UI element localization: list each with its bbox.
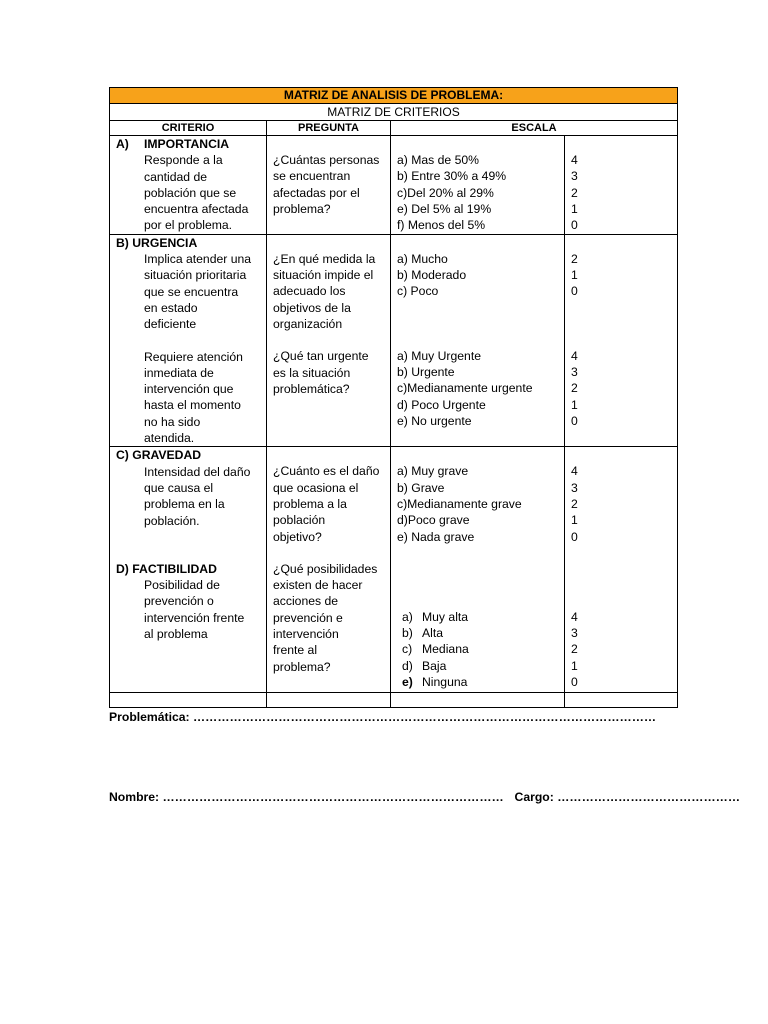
score-value: 4 [571,464,578,479]
empty-cell [565,693,678,708]
score-value: 2 [571,381,578,396]
score-value: 0 [571,218,578,233]
scale-option: e) Nada grave [397,529,475,544]
score-value: 3 [571,480,578,495]
row-importancia [110,136,678,235]
scale-option: d) Baja [402,658,447,673]
empty-cell [267,693,391,708]
row-gravedad-factibilidad [110,447,678,693]
criterio-urgencia [110,234,267,447]
score-value: 1 [571,268,578,283]
scale-option: c) Mediana [402,642,469,657]
scale-option: b) Moderado [397,268,467,283]
row-urgencia [110,234,678,447]
score-value: 0 [571,529,578,544]
table-title: MATRIZ DE ANALISIS DE PROBLEMA: [110,88,678,104]
score-value: 4 [571,348,578,363]
scale-option: e) No urgente [397,413,472,428]
score-value: 1 [571,201,578,216]
escala-list-factibilidad [397,609,558,690]
scale-option: e) Del 5% al 19% [397,201,492,216]
criterio-text-importancia: Responde a la cantidad de población que se encuentra afectada por el problema. [144,153,249,233]
section-heading-importancia: A) IMPORTANCIA [116,137,230,151]
scale-option: a) Muy Urgente [397,348,481,363]
header-escala: ESCALA [391,121,678,136]
escala-urgencia [391,234,565,447]
score-value: 4 [571,609,578,624]
score-value: 2 [571,185,578,200]
table-subtitle: MATRIZ DE CRITERIOS [110,104,678,121]
score-value: 0 [571,284,578,299]
scale-option: b) Grave [397,480,445,495]
empty-cell [391,693,565,708]
criterio-text-urgencia-2: Requiere atención inmediata de intervención que hasta el momento no ha sido atendida. [144,349,243,446]
score-value: 0 [571,413,578,428]
score-value: 3 [571,364,578,379]
puntaje-importancia [565,136,678,235]
escala-importancia [391,136,565,235]
scale-option: a) Mucho [397,251,448,266]
score-value: 2 [571,251,578,266]
pregunta-importancia: ¿Cuántas personas se encuentran afectadas por el problema? [267,136,391,235]
scale-option: b) Urgente [397,364,455,379]
score-value: 1 [571,397,578,412]
signature-line [109,790,740,804]
criterio-text-factibilidad: Posibilidad de prevención o intervención frente al problema [144,578,245,642]
score-value: 2 [571,642,578,657]
section-heading-gravedad: C) GRAVEDAD [116,448,202,463]
column-header-row [110,121,678,136]
empty-cell [110,693,267,708]
puntaje-urgencia [565,234,678,447]
escala-gravedad-factibilidad [391,447,565,693]
scale-option: b) Alta [402,626,444,641]
score-value: 3 [571,626,578,641]
scale-option: d) Poco Urgente [397,397,486,412]
score-value: 4 [571,153,578,167]
criterio-text-urgencia-1: Implica atender una situación prioritaria que se encuentra en estado deficiente [144,252,252,332]
pregunta-gravedad-factibilidad: ¿Cuánto es el daño que ocasiona el problema a la población objetivo? ¿Qué posibilidades existen de hacer acciones de prevención e intervención frente al problema? [267,447,391,693]
scale-option: c)Del 20% al 29% [397,185,494,200]
scale-option: d)Poco grave [397,513,470,528]
criterio-text-gravedad: Intensidad del daño que causa el problema en la población. [144,464,251,528]
scale-option: a) Mas de 50% [397,153,479,167]
scale-option: c) Poco [397,284,439,299]
score-value: 1 [571,513,578,528]
header-criterio: CRITERIO [110,121,267,136]
scale-option: f) Menos del 5% [397,218,486,233]
table-title-row [110,88,678,104]
empty-row [110,693,678,708]
scale-option: c)Medianamente grave [397,496,522,511]
nombre-field: Nombre: ………………………………………………………………………… [109,790,504,804]
cargo-field: Cargo: ……………………………………… [514,790,740,804]
score-value: 0 [571,675,578,690]
scale-option: e) Ninguna [402,675,468,690]
scale-option: a) Muy alta [402,609,469,624]
puntaje-gravedad-factibilidad [565,447,678,693]
table-subtitle-row [110,104,678,121]
criteria-matrix-table [109,87,678,708]
score-value: 2 [571,496,578,511]
scale-option: c)Medianamente urgente [397,381,533,396]
header-pregunta: PREGUNTA [267,121,391,136]
score-value: 3 [571,169,578,184]
pregunta-urgencia: ¿En qué medida la situación impide el adecuado los objetivos de la organización ¿Qué tan urgente es la situación problemática? [267,234,391,447]
scale-option: b) Entre 30% a 49% [397,169,507,184]
criterio-importancia [110,136,267,235]
section-heading-factibilidad: D) FACTIBILIDAD [116,561,217,576]
problematica-line: Problemática: …………………………………………………………………………………………………… [109,710,657,724]
score-value: 1 [571,658,578,673]
scale-option: a) Muy grave [397,464,469,479]
section-heading-urgencia: B) URGENCIA [116,235,198,250]
criterio-gravedad-factibilidad [110,447,267,693]
